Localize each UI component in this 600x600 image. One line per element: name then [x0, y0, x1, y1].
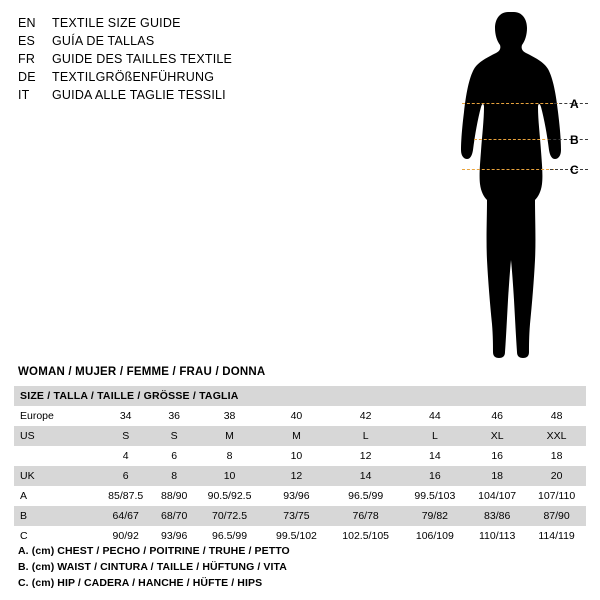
row-label: C: [14, 526, 98, 546]
cell: 20: [527, 466, 586, 486]
female-silhouette-icon: [430, 8, 590, 368]
language-row: [18, 50, 348, 68]
language-row: [18, 68, 348, 86]
table-row: [14, 486, 586, 506]
cell: 90.5/92.5: [195, 486, 264, 506]
cell: 64/67: [98, 506, 153, 526]
hip-measure-label: C: [570, 163, 579, 177]
cell: L: [403, 426, 468, 446]
cell: 104/107: [467, 486, 527, 506]
language-title: GUÍA DE TALLAS: [52, 34, 155, 48]
cell: 10: [195, 466, 264, 486]
cell: 70/72.5: [195, 506, 264, 526]
language-code: DE: [18, 70, 36, 84]
cell: 8: [153, 466, 195, 486]
cell: 102.5/105: [329, 526, 403, 546]
language-row: [18, 32, 348, 50]
size-table: [14, 386, 586, 546]
section-title: WOMAN / MUJER / FEMME / FRAU / DONNA: [18, 366, 266, 378]
cell: 83/86: [467, 506, 527, 526]
cell: 40: [264, 406, 329, 426]
cell: 85/87.5: [98, 486, 153, 506]
cell: 12: [264, 466, 329, 486]
language-title: GUIDE DES TAILLES TEXTILE: [52, 52, 233, 66]
female-body-figure: [430, 8, 590, 368]
language-title: TEXTILE SIZE GUIDE: [52, 16, 181, 30]
cell: 14: [403, 446, 468, 466]
cell: 6: [153, 446, 195, 466]
cell: S: [153, 426, 195, 446]
row-label: Europe: [14, 406, 98, 426]
cell: 110/113: [467, 526, 527, 546]
cell: 8: [195, 446, 264, 466]
language-code: FR: [18, 52, 36, 66]
row-label: A: [14, 486, 98, 506]
table-row: [14, 406, 586, 426]
hip-measure-line: [462, 169, 554, 170]
table-header-label: SIZE / TALLA / TAILLE / GRÖSSE / TAGLIA: [14, 386, 586, 406]
cell: 90/92: [98, 526, 153, 546]
cell: 14: [329, 466, 403, 486]
cell: 42: [329, 406, 403, 426]
row-label: B: [14, 506, 98, 526]
cell: 99.5/103: [403, 486, 468, 506]
measurement-legend: [18, 543, 438, 591]
table-header-row: [14, 386, 586, 406]
cell: 46: [467, 406, 527, 426]
cell: 38: [195, 406, 264, 426]
cell: 93/96: [153, 526, 195, 546]
cell: 4: [98, 446, 153, 466]
cell: 36: [153, 406, 195, 426]
language-code: ES: [18, 34, 36, 48]
language-code: EN: [18, 16, 36, 30]
cell: 16: [467, 446, 527, 466]
legend-row-hip: C. (cm) HIP / CADERA / HANCHE / HÜFTE / HIPS: [18, 577, 263, 589]
cell: 79/82: [403, 506, 468, 526]
cell: 73/75: [264, 506, 329, 526]
cell: 10: [264, 446, 329, 466]
table-row: [14, 506, 586, 526]
chest-measure-line: [462, 103, 558, 104]
cell: 99.5/102: [264, 526, 329, 546]
legend-row-chest: A. (cm) CHEST / PECHO / POITRINE / TRUHE / PETTO: [18, 545, 290, 557]
cell: 68/70: [153, 506, 195, 526]
cell: 18: [467, 466, 527, 486]
cell: 106/109: [403, 526, 468, 546]
cell: 12: [329, 446, 403, 466]
waist-measure-line: [474, 139, 550, 140]
waist-lead-line: [548, 139, 588, 140]
language-title: TEXTILGRÖßENFÜHRUNG: [52, 70, 215, 84]
cell: 48: [527, 406, 586, 426]
cell: 88/90: [153, 486, 195, 506]
cell: 93/96: [264, 486, 329, 506]
row-label: [14, 446, 98, 466]
language-list: [18, 14, 348, 104]
language-code: IT: [18, 88, 30, 102]
chest-measure-label: A: [570, 97, 579, 111]
legend-row-waist: B. (cm) WAIST / CINTURA / TAILLE / HÜFTUNG / VITA: [18, 561, 287, 573]
language-title: GUIDA ALLE TAGLIE TESSILI: [52, 88, 226, 102]
table-row: [14, 466, 586, 486]
cell: S: [98, 426, 153, 446]
cell: 96.5/99: [329, 486, 403, 506]
cell: 6: [98, 466, 153, 486]
table-row: [14, 426, 586, 446]
cell: M: [264, 426, 329, 446]
cell: L: [329, 426, 403, 446]
cell: 114/119: [527, 526, 586, 546]
row-label: UK: [14, 466, 98, 486]
hip-lead-line: [550, 169, 588, 170]
cell: 76/78: [329, 506, 403, 526]
language-row: [18, 86, 348, 104]
cell: M: [195, 426, 264, 446]
table-row: [14, 446, 586, 466]
cell: XXL: [527, 426, 586, 446]
cell: 16: [403, 466, 468, 486]
cell: 107/110: [527, 486, 586, 506]
cell: 96.5/99: [195, 526, 264, 546]
cell: 87/90: [527, 506, 586, 526]
cell: 34: [98, 406, 153, 426]
waist-measure-label: B: [570, 133, 579, 147]
language-row: [18, 14, 348, 32]
cell: 44: [403, 406, 468, 426]
row-label: US: [14, 426, 98, 446]
cell: 18: [527, 446, 586, 466]
cell: XL: [467, 426, 527, 446]
